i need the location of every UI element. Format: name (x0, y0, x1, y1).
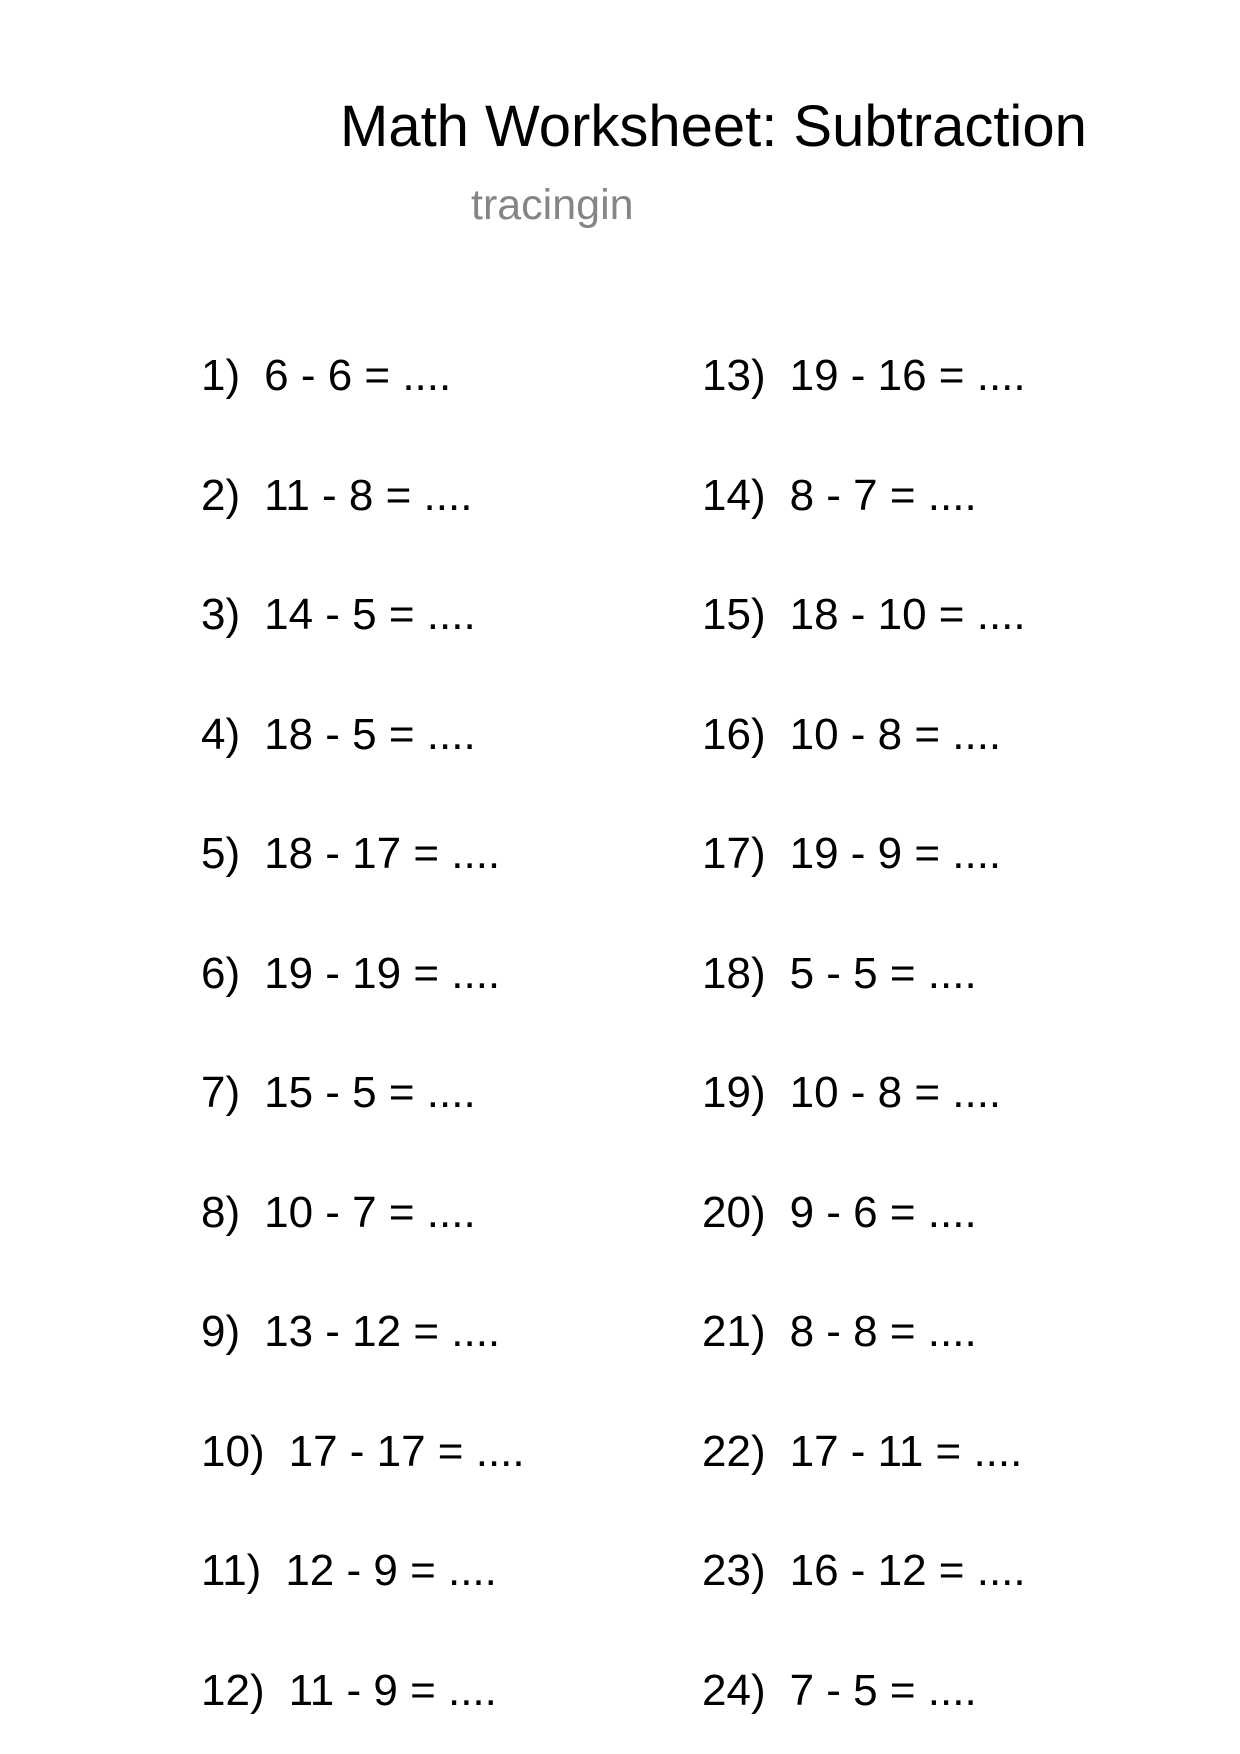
problem-item (201, 1546, 497, 1595)
problem-item (702, 471, 977, 520)
problem-item (702, 1188, 977, 1237)
problem-item (201, 471, 473, 520)
problem-item (702, 949, 977, 998)
problem-expression: 5 - 5 = .... (789, 949, 977, 998)
problem-expression: 10 - 8 = .... (789, 710, 1002, 759)
problem-expression: 18 - 5 = .... (264, 710, 476, 759)
problem-expression: 19 - 16 = .... (789, 351, 1026, 400)
problem-number: 22) (702, 1427, 766, 1476)
problem-item (201, 710, 476, 759)
problem-expression: 12 - 9 = .... (285, 1546, 497, 1595)
problem-expression: 7 - 5 = .... (789, 1666, 977, 1715)
problem-number: 9) (201, 1307, 241, 1356)
problem-expression: 9 - 6 = .... (789, 1188, 977, 1237)
problem-expression: 14 - 5 = .... (264, 590, 476, 639)
problem-item (201, 829, 501, 878)
problem-expression: 18 - 17 = .... (264, 829, 501, 878)
problem-item (201, 1068, 476, 1117)
problem-number: 20) (702, 1188, 766, 1237)
page-subtitle: tracingin (471, 181, 634, 229)
problem-item (201, 590, 476, 639)
problem-expression: 10 - 7 = .... (264, 1188, 476, 1237)
problem-expression: 8 - 7 = .... (789, 471, 977, 520)
problem-expression: 16 - 12 = .... (789, 1546, 1026, 1595)
problem-number: 11) (201, 1546, 262, 1595)
problem-number: 1) (201, 351, 241, 400)
problem-number: 5) (201, 829, 241, 878)
problem-number: 10) (201, 1427, 265, 1476)
problem-number: 12) (201, 1666, 265, 1715)
problem-item (702, 590, 1026, 639)
problem-expression: 10 - 8 = .... (789, 1068, 1002, 1117)
problem-expression: 13 - 12 = .... (264, 1307, 501, 1356)
problem-number: 23) (702, 1546, 766, 1595)
problem-number: 21) (702, 1307, 766, 1356)
problem-expression: 19 - 9 = .... (789, 829, 1002, 878)
problem-item (702, 1427, 1023, 1476)
problem-expression: 19 - 19 = .... (264, 949, 501, 998)
problem-item (201, 1188, 476, 1237)
problem-item (702, 710, 1002, 759)
problem-item (201, 351, 452, 400)
problem-number: 3) (201, 590, 241, 639)
problem-item (702, 829, 1002, 878)
problem-item (201, 949, 501, 998)
problem-expression: 6 - 6 = .... (264, 351, 452, 400)
problem-expression: 17 - 11 = .... (789, 1427, 1023, 1476)
problem-number: 13) (702, 351, 766, 400)
problem-item (702, 1546, 1026, 1595)
problem-item (702, 351, 1026, 400)
problem-item (201, 1666, 497, 1715)
problem-expression: 8 - 8 = .... (789, 1307, 977, 1356)
problem-item (702, 1307, 977, 1356)
problem-number: 2) (201, 471, 241, 520)
problem-item (702, 1666, 977, 1715)
problem-number: 15) (702, 590, 766, 639)
problem-number: 14) (702, 471, 766, 520)
page-title: Math Worksheet: Subtraction (340, 94, 1087, 159)
problem-expression: 18 - 10 = .... (789, 590, 1026, 639)
problem-number: 16) (702, 710, 766, 759)
problem-number: 17) (702, 829, 766, 878)
problem-number: 7) (201, 1068, 241, 1117)
problem-expression: 15 - 5 = .... (264, 1068, 476, 1117)
problem-expression: 11 - 9 = .... (288, 1666, 497, 1715)
problem-number: 18) (702, 949, 766, 998)
problem-expression: 11 - 8 = .... (264, 471, 473, 520)
problem-number: 4) (201, 710, 241, 759)
problem-number: 24) (702, 1666, 766, 1715)
problem-number: 19) (702, 1068, 766, 1117)
problem-number: 8) (201, 1188, 241, 1237)
problem-number: 6) (201, 949, 241, 998)
problem-item (201, 1427, 525, 1476)
problem-expression: 17 - 17 = .... (288, 1427, 525, 1476)
problem-item (702, 1068, 1002, 1117)
problem-item (201, 1307, 501, 1356)
